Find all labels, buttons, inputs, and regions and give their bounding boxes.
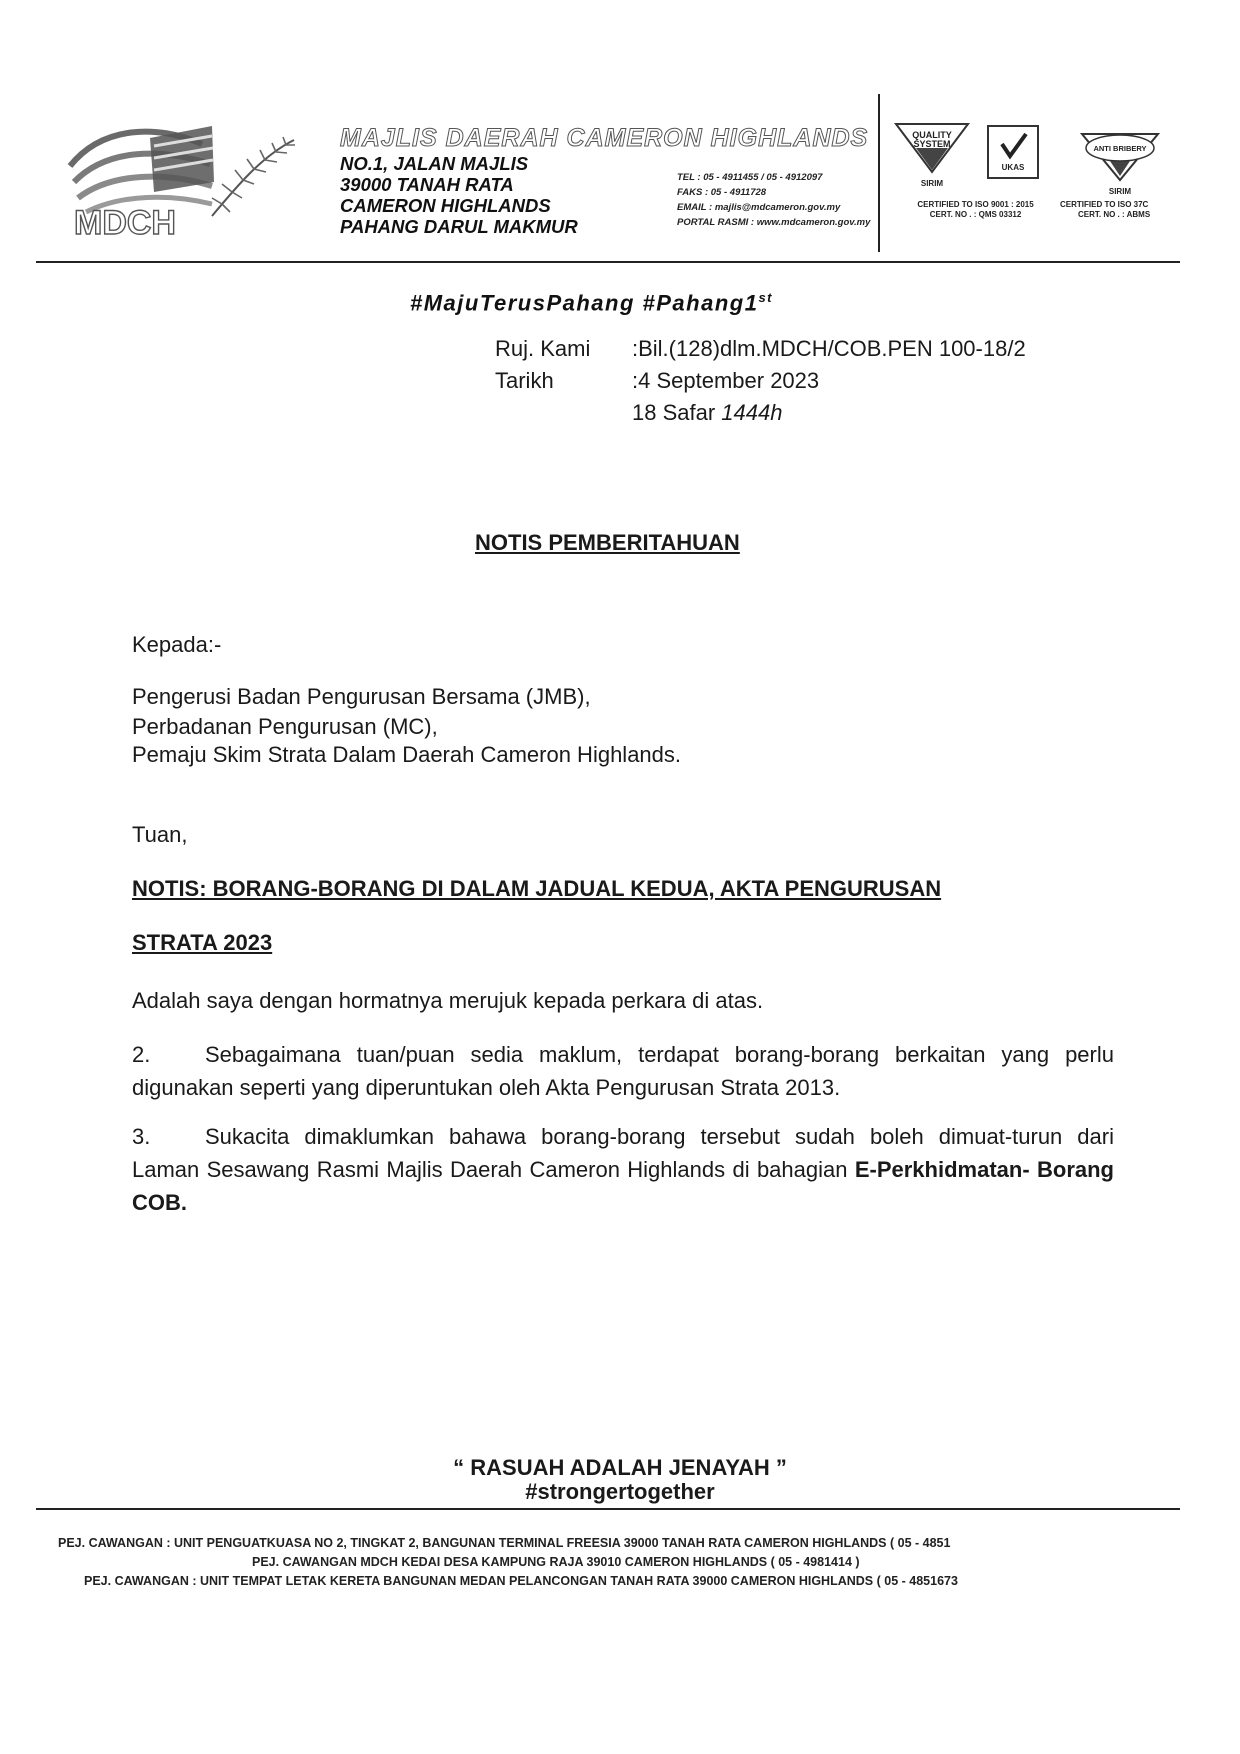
recipient-line-2: Perbadanan Pengurusan (MC),	[132, 714, 438, 739]
abms-badge-label: ANTI BRIBERY	[1093, 144, 1147, 153]
hijri-year: 1444h	[721, 400, 783, 425]
branch-office-2: PEJ. CAWANGAN MDCH KEDAI DESA KAMPUNG RAJA 39010 CAMERON HIGHLANDS ( 05 - 4981414 )	[252, 1555, 860, 1569]
anti-corruption-slogan: “ RASUAH ADALAH JENAYAH ”	[453, 1455, 787, 1480]
quality-badge-line1: QUALITY	[912, 130, 952, 140]
salutation: Tuan,	[132, 822, 188, 847]
contact-portal: PORTAL RASMI : www.mdcameron.gov.my	[677, 217, 871, 228]
opening-paragraph: Adalah saya dengan hormatnya merujuk kepada perkara di atas.	[132, 988, 764, 1013]
branch-office-1: PEJ. CAWANGAN : UNIT PENGUATKUASA NO 2, TINGKAT 2, BANGUNAN TERMINAL FREESIA 39000 TANAH RATA CAMERON HIGHLANDS ( 05 - 4851	[58, 1536, 951, 1550]
iso9001-cert-text	[888, 200, 1063, 220]
paragraph-3-bold: E-Perkhidmatan- Borang COB.	[132, 1157, 1114, 1215]
sirim-label: SIRIM	[920, 179, 944, 188]
hijri-date	[632, 400, 782, 426]
iso9001-line1: CERTIFIED TO ISO 9001 : 2015	[917, 200, 1034, 209]
address-line-2: 39000 TANAH RATA	[340, 174, 514, 195]
abms-cert-text	[1060, 200, 1180, 220]
paragraph-2	[132, 1038, 1114, 1104]
hijri-prefix: 18 Safar	[632, 400, 722, 425]
contact-fax: FAKS : 05 - 4911728	[677, 187, 767, 198]
hashtags-text: #MajuTerusPahang #Pahang1	[410, 290, 759, 316]
contact-email: EMAIL : majlis@mdcameron.gov.my	[677, 202, 841, 213]
tarikh-value: :4 September 2023	[632, 368, 820, 393]
subject-line-1: NOTIS: BORANG-BORANG DI DALAM JADUAL KEDUA, AKTA PENGURUSAN	[132, 876, 942, 901]
org-name: MAJLIS DAERAH CAMERON HIGHLANDS	[340, 124, 869, 152]
address-line-4: PAHANG DARUL MAKMUR	[340, 216, 578, 237]
hashtags-superscript: st	[758, 290, 774, 305]
branch-office-3: PEJ. CAWANGAN : UNIT TEMPAT LETAK KERETA BANGUNAN MEDAN PELANCONGAN TANAH RATA 39000 CAMERON HIGHLANDS ( 05 - 4851673	[84, 1574, 958, 1588]
recipient-line-1: Pengerusi Badan Pengurusan Bersama (JMB),	[132, 684, 591, 709]
mdch-logo	[62, 96, 312, 246]
tarikh-label: Tarikh	[495, 368, 554, 393]
ukas-label: UKAS	[1001, 163, 1025, 172]
paragraph-2-text: Sebagaimana tuan/puan sedia maklum, terdapat borang-borang berkaitan yang perlu digunakan seperti yang diperuntukan oleh Akta Pengurusan Strata 2013.	[132, 1042, 1114, 1100]
paragraph-3-text: Sukacita dimaklumkan bahawa borang-borang tersebut sudah boleh dimuat-turun dari Laman Sesawang Rasmi Majlis Daerah Cameron Highlands di bahagian	[132, 1124, 1114, 1182]
subject-line-2: STRATA 2023	[132, 930, 273, 955]
quality-badge-line2: SYSTEM	[913, 139, 951, 149]
notice-title: NOTIS PEMBERITAHUAN	[475, 530, 740, 555]
logo-text: MDCH	[74, 204, 176, 242]
iso9001-line2: CERT. NO . : QMS 03312	[929, 210, 1022, 219]
paragraph-2-number: 2.	[132, 1042, 151, 1067]
abms-line2: CERT. NO . : ABMS	[1078, 210, 1151, 219]
abms-sirim-label: SIRIM	[1108, 187, 1132, 196]
ruj-label: Ruj. Kami	[495, 336, 591, 361]
recipient-line-3: Pemaju Skim Strata Dalam Daerah Cameron Highlands.	[132, 742, 682, 767]
date-row	[495, 368, 819, 394]
contact-tel: TEL : 05 - 4911455 / 05 - 4912097	[677, 172, 823, 183]
header-rule	[36, 261, 1180, 263]
footer-rule	[36, 1508, 1180, 1510]
paragraph-3	[132, 1120, 1114, 1219]
reference-row	[495, 336, 1026, 362]
kepada-label: Kepada:-	[132, 632, 222, 657]
paragraph-3-number: 3.	[132, 1124, 151, 1149]
abms-line1: CERTIFIED TO ISO 37C	[1060, 200, 1149, 209]
contact-block	[677, 170, 870, 230]
address-line-3: CAMERON HIGHLANDS	[340, 195, 551, 216]
hashtags	[410, 290, 773, 316]
address-line-1: NO.1, JALAN MAJLIS	[340, 153, 529, 174]
letterhead-divider	[878, 94, 880, 252]
footer-hashtag: #strongertogether	[525, 1479, 715, 1504]
ruj-value: :Bil.(128)dlm.MDCH/COB.PEN 100-18/2	[632, 336, 1026, 361]
